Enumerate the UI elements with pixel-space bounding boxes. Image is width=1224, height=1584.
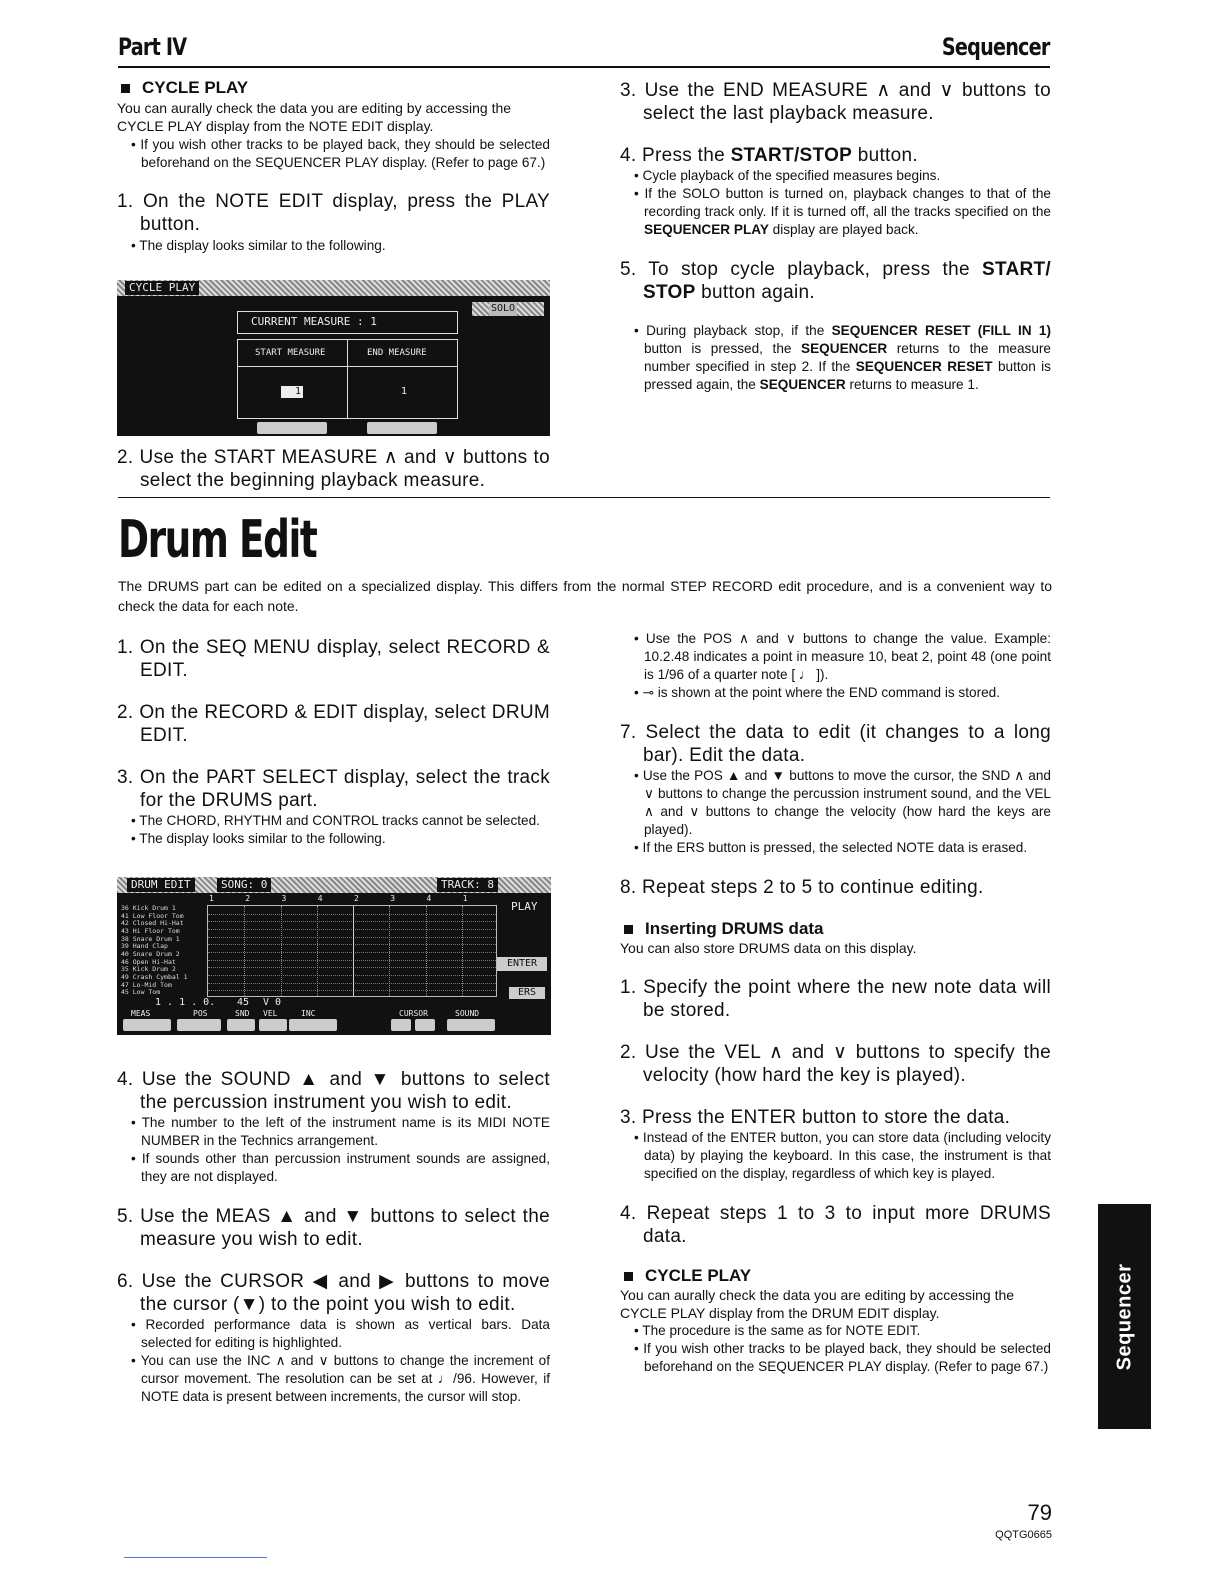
grid-beat-line	[317, 906, 318, 996]
instrument-list	[117, 905, 207, 997]
drum-step-7: 7. Select the data to edit (it changes to a long bar). Edit the data.	[620, 722, 1051, 766]
document-code: QQTG0665	[995, 1529, 1052, 1541]
snd-updown-button[interactable]	[227, 1019, 255, 1031]
cycle-play-heading: CYCLE PLAY	[117, 78, 550, 98]
instrument-row[interactable]: 45 Low Tom	[121, 989, 161, 997]
cycle-step-4-bullet-1: • Cycle playback of the specified measures begins.	[620, 167, 1051, 185]
snd-label: SND	[235, 1009, 250, 1018]
beat-ruler	[205, 894, 495, 904]
drum-step-3-bullet-1: • The CHORD, RHYTHM and CONTROL tracks cannot be selected.	[117, 812, 550, 830]
grid-beat-line	[281, 906, 282, 996]
end-measure-value: 1	[401, 386, 408, 397]
cycle-play-bottom-bullet-2: • If you wish other tracks to be played back, they should be selected beforehand on the SEQUENCER PLAY display. (Refer to page 67.)	[620, 1340, 1051, 1376]
beat-number: 2	[245, 894, 251, 903]
instrument-row[interactable]: 36 Kick Drum 1	[121, 905, 176, 912]
grid-beat-line	[462, 906, 463, 996]
grid-row-line	[208, 914, 496, 915]
instrument-row[interactable]: 39 Hand Clap	[121, 943, 168, 951]
drum-lcd-title: DRUM EDIT	[127, 878, 195, 892]
drum-lcd-song: SONG: 0	[217, 878, 271, 892]
inc-updown-button[interactable]	[289, 1019, 337, 1031]
inserting-heading: Inserting DRUMS data	[620, 919, 1051, 939]
sound-number-readout: 45	[237, 997, 250, 1008]
drum-edit-title: Drum Edit	[118, 510, 317, 570]
instrument-row[interactable]: 41 Low Floor Tom	[121, 912, 184, 920]
cycle-step-2: 2. Use the START MEASURE ∧ and ∨ buttons to select the beginning playback measure.	[117, 447, 550, 491]
cycle-step-2-block	[117, 446, 550, 492]
cycle-step-3: 3. Use the END MEASURE ∧ and ∨ buttons to select the last playback measure.	[620, 80, 1051, 124]
cycle-play-bottom-heading: CYCLE PLAY	[620, 1266, 1051, 1286]
play-button[interactable]: PLAY	[511, 900, 538, 913]
drum-step-7-bullet-1: • Use the POS ▲ and ▼ buttons to move the cursor, the SND ∧ and ∨ buttons to change the percussion instrument sound, and the VEL ∧ and ∨ buttons to change the velocity (how hard the keys are played).	[620, 767, 1051, 839]
drum-step-4: 4. Use the SOUND ▲ and ▼ buttons to select the percussion instrument you wish to edit.	[117, 1069, 550, 1113]
position-readout: 1 . 1 . 0.	[155, 997, 216, 1008]
cycle-step-1-bullet: • The display looks similar to the following.	[117, 237, 550, 255]
end-command-bullet: • ⊸ is shown at the point where the END command is stored.	[620, 684, 1051, 702]
drum-steps-right	[620, 630, 1051, 1376]
drum-steps-left-2	[117, 1068, 550, 1406]
vel-label: VEL	[263, 1009, 278, 1018]
current-measure-label: CURRENT MEASURE : 1	[251, 315, 377, 328]
drum-edit-lcd	[117, 877, 551, 1035]
cycle-reset-note: • During playback stop, if the SEQUENCER RESET (FILL IN 1) button is pressed, the SEQUENCER returns to the measure number specified in step 2. If the SEQUENCER RESET button is pressed again, the SEQUENCER returns to measure 1.	[620, 322, 1051, 394]
beat-number: 4	[317, 894, 323, 903]
cycle-play-lcd	[117, 280, 550, 436]
grid-row-line	[208, 990, 496, 991]
beat-number: 2	[354, 894, 359, 903]
drum-step-5: 5. Use the MEAS ▲ and ▼ buttons to select the measure you wish to edit.	[117, 1206, 550, 1250]
pos-label: POS	[193, 1009, 208, 1018]
beat-number: 3	[390, 894, 396, 903]
sound-label: SOUND	[455, 1009, 480, 1018]
grid-beat-line	[389, 906, 390, 996]
square-bullet-icon	[121, 84, 130, 93]
pos-updown-button[interactable]	[177, 1019, 221, 1031]
vel-updown-button[interactable]	[259, 1019, 287, 1031]
insert-step-3-bullet: • Instead of the ENTER button, you can store data (including velocity data) by playing the keyboard. In this case, the instrument is that specified on the display, regardless of which key is played.	[620, 1129, 1051, 1183]
instrument-row[interactable]: 42 Closed Hi-Hat	[121, 920, 184, 928]
cycle-step-4-bullet-2: • If the SOLO button is turned on, playback changes to that of the recording track only. If it is turned off, all the tracks specified on the SEQUENCER PLAY display are played back.	[620, 185, 1051, 239]
end-measure-updown-button[interactable]	[367, 422, 437, 434]
start-measure-updown-button[interactable]	[257, 422, 327, 434]
drum-step-4-bullet-1: • The number to the left of the instrument name is its MIDI NOTE NUMBER in the Technics arrangement.	[117, 1114, 550, 1150]
velocity-readout: V 0	[263, 997, 282, 1008]
start-measure-label: START MEASURE	[255, 348, 326, 358]
grid-row-line	[208, 921, 496, 922]
pos-bullet: • Use the POS ∧ and ∨ buttons to change the value. Example: 10.2.48 indicates a point in measure 10, beat 2, point 48 (one point is 1/96 of a quarter note [ ♩ ]).	[620, 630, 1051, 684]
ers-button[interactable]: ERS	[509, 987, 545, 999]
cycle-play-bullet: • If you wish other tracks to be played back, they should be selected beforehand on the SEQUENCER PLAY display. (Refer to page 67.)	[117, 136, 550, 172]
drum-steps-left	[117, 636, 550, 848]
insert-step-4: 4. Repeat steps 1 to 3 to input more DRUMS data.	[620, 1203, 1051, 1247]
beat-number: 3	[281, 894, 287, 903]
cycle-steps-right	[620, 79, 1051, 394]
cycle-play-section	[117, 78, 550, 255]
grid-row-line	[208, 929, 496, 930]
insert-step-1: 1. Specify the point where the new note data will be stored.	[620, 977, 1051, 1021]
meas-label: MEAS	[131, 1009, 151, 1018]
cursor-label: CURSOR	[399, 1009, 428, 1018]
cursor-left-button[interactable]	[391, 1019, 411, 1031]
drum-step-6-bullet-2: • You can use the INC ∧ and ∨ buttons to change the increment of cursor movement. The resolution can be set at ♩/96. However, if NOTE data is present between increments, the cursor will stop.	[117, 1352, 550, 1406]
section-divider	[118, 497, 1050, 498]
drum-step-1: 1. On the SEQ MENU display, select RECORD & EDIT.	[117, 637, 550, 681]
drum-lcd-track: TRACK: 8	[437, 878, 498, 892]
end-measure-label: END MEASURE	[367, 348, 427, 358]
beat-number: 1	[209, 894, 214, 903]
footer-rule	[124, 1557, 267, 1558]
instrument-row[interactable]: 47 Lo-Mid Tom	[121, 981, 172, 989]
sound-updown-button[interactable]	[447, 1019, 495, 1031]
drum-edit-intro: The DRUMS part can be edited on a specialized display. This differs from the normal STEP RECORD edit procedure, and is a convenient way to check the data for each note.	[118, 578, 1052, 614]
section-side-tab: Sequencer	[1098, 1204, 1151, 1429]
cycle-play-bottom-bullet-1: • The procedure is the same as for NOTE EDIT.	[620, 1322, 1051, 1340]
cycle-step-4: 4. Press the START/STOP button.	[620, 145, 918, 166]
grid-row-line	[208, 983, 496, 984]
grid-row-line	[208, 952, 496, 953]
grid-beat-line	[426, 906, 427, 996]
cycle-play-bottom-intro: You can aurally check the data you are editing by accessing the CYCLE PLAY display from the DRUM EDIT display.	[620, 1287, 1015, 1321]
lcd-title: CYCLE PLAY	[125, 281, 199, 295]
grid-beat-line	[353, 906, 354, 996]
instrument-row[interactable]: 40 Snare Drum 2	[121, 951, 180, 958]
drum-step-6: 6. Use the CURSOR ◀ and ▶ buttons to move the cursor (▼) to the point you wish to edit.	[117, 1271, 550, 1315]
drum-step-6-bullet-1: • Recorded performance data is shown as vertical bars. Data selected for editing is highlighted.	[117, 1316, 550, 1352]
grid-row-line	[208, 944, 496, 945]
grid-row-line	[208, 967, 496, 968]
instrument-row[interactable]: 43 Hi Floor Tom	[121, 928, 180, 935]
inc-label: INC	[301, 1009, 316, 1018]
square-bullet-icon	[624, 925, 633, 934]
grid-row-line	[208, 937, 496, 938]
page-number: 79	[1027, 1500, 1052, 1525]
grid-beat-line	[244, 906, 245, 996]
instrument-row[interactable]: 38 Snare Drum 1	[121, 935, 180, 943]
instrument-row[interactable]: 46 Open Hi-Hat	[121, 958, 176, 966]
header-part: Part IV	[118, 33, 187, 61]
insert-step-3: 3. Press the ENTER button to store the data.	[620, 1107, 1011, 1128]
instrument-row[interactable]: 35 Kick Drum 2	[121, 966, 176, 974]
drum-step-8: 8. Repeat steps 2 to 5 to continue editing.	[620, 877, 984, 898]
drum-step-4-bullet-2: • If sounds other than percussion instrument sounds are assigned, they are not displayed.	[117, 1150, 550, 1186]
square-bullet-icon	[624, 1272, 633, 1281]
page-header	[118, 30, 1050, 68]
inserting-intro: You can also store DRUMS data on this display.	[620, 940, 917, 956]
insert-step-2: 2. Use the VEL ∧ and ∨ buttons to specify the velocity (how hard the key is played).	[620, 1042, 1051, 1086]
drum-step-7-bullet-2: • If the ERS button is pressed, the selected NOTE data is erased.	[620, 839, 1051, 857]
grid-row-line	[208, 960, 496, 961]
solo-button[interactable]: SOLO	[491, 303, 516, 314]
drum-step-2: 2. On the RECORD & EDIT display, select DRUM EDIT.	[117, 702, 550, 746]
drum-step-3: 3. On the PART SELECT display, select the track for the DRUMS part.	[117, 767, 550, 811]
lcd-divider	[237, 366, 458, 367]
beat-number: 4	[426, 894, 432, 903]
instrument-row[interactable]: 49 Crash Cymbal 1	[121, 974, 188, 981]
cursor-right-button[interactable]	[415, 1019, 435, 1031]
drum-step-3-bullet-2: • The display looks similar to the following.	[117, 830, 550, 848]
cycle-step-1: 1. On the NOTE EDIT display, press the PLAY button.	[117, 191, 550, 235]
note-grid[interactable]	[207, 905, 497, 997]
meas-updown-button[interactable]	[123, 1019, 171, 1031]
start-measure-value[interactable]: 1	[281, 386, 303, 398]
enter-button[interactable]: ENTER	[497, 957, 547, 971]
grid-row-line	[208, 975, 496, 976]
cycle-play-intro: You can aurally check the data you are editing by accessing the CYCLE PLAY display from the NOTE EDIT display.	[117, 100, 512, 134]
beat-number: 1	[462, 894, 468, 903]
header-section: Sequencer	[942, 33, 1050, 61]
cycle-step-5: 5. To stop cycle playback, press the START/ STOP button again.	[620, 259, 1051, 303]
